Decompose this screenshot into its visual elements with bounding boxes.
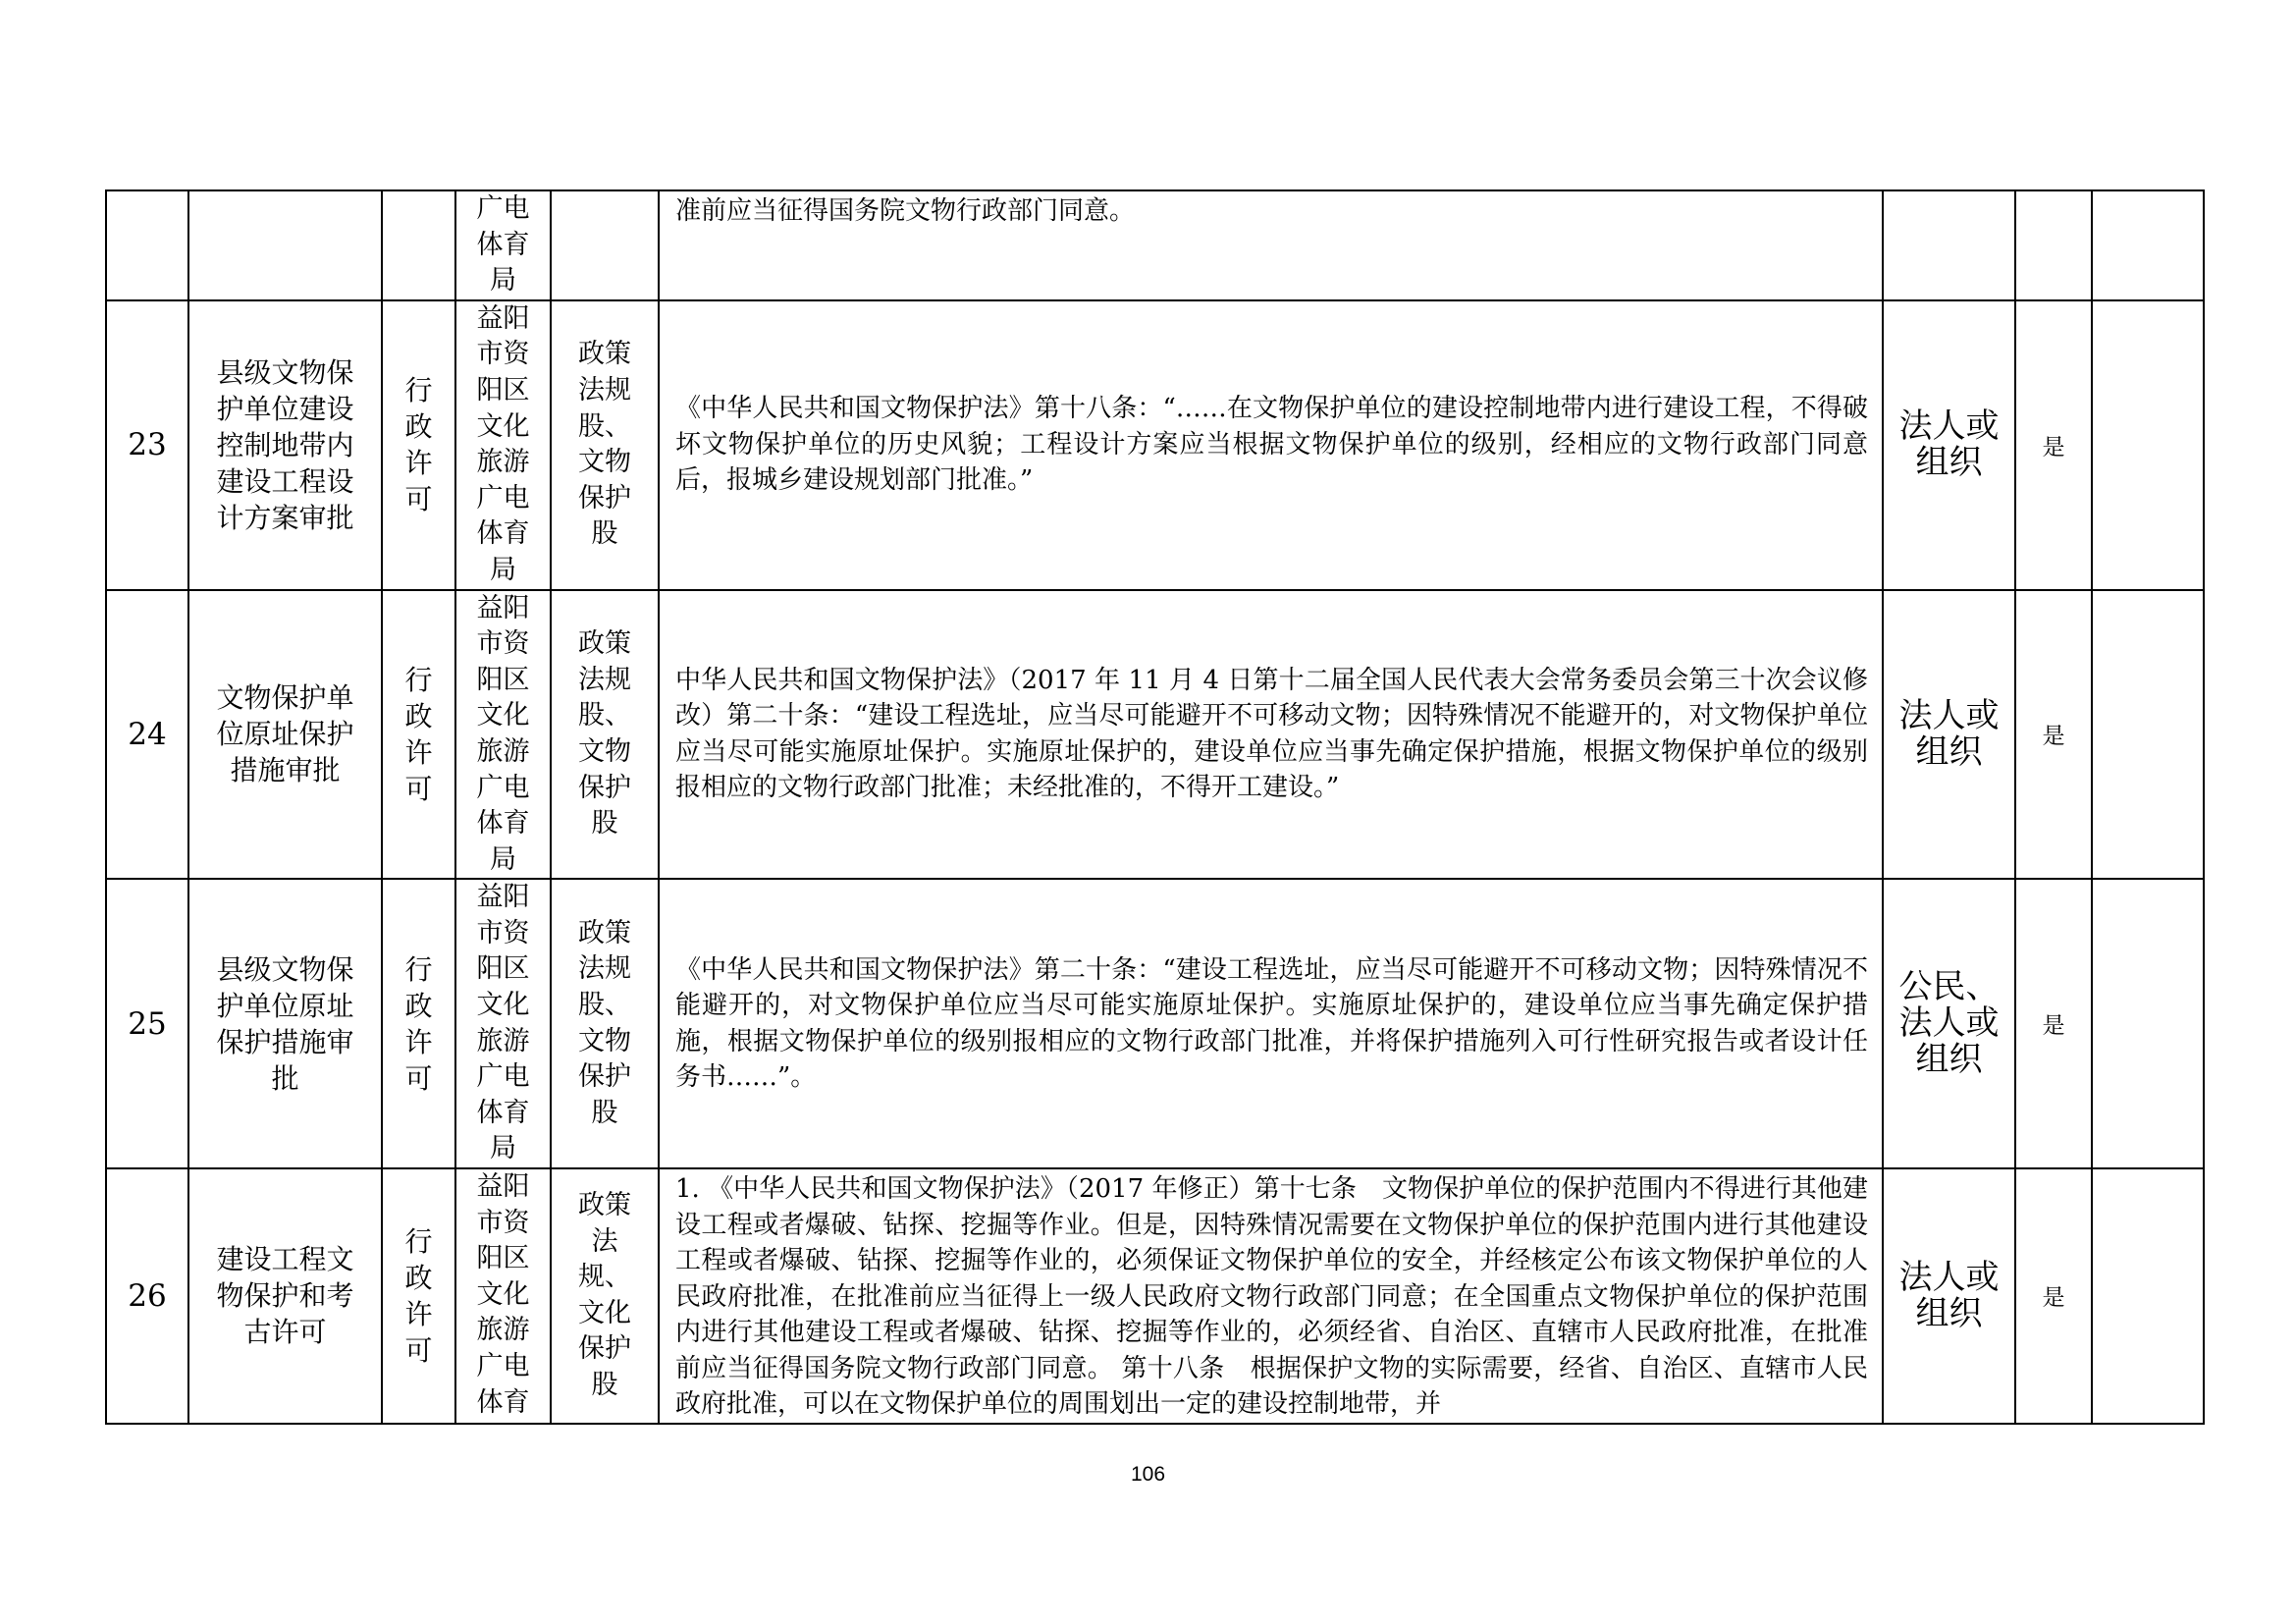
target-subject: 公民、法人或组织 (1883, 879, 2015, 1168)
flag-cell: 是 (2015, 300, 2092, 590)
responsible-department: 益阳市资阳区文化旅游广电体育局 (455, 590, 551, 880)
item-name: 县级文物保护单位原址保护措施审批 (188, 879, 382, 1168)
flag-cell: 是 (2015, 879, 2092, 1168)
flag-cell: 是 (2015, 1168, 2092, 1424)
target-subject: 法人或组织 (1883, 590, 2015, 880)
legal-basis: 1. 《中华人民共和国文物保护法》（2017 年修正）第十七条 文物保护单位的保护范围内不得进行其他建设工程或者爆破、钻探、挖掘等作业。但是，因特殊情况需要在文物保护单位的保护范围内进行其他建设工程或者爆破、钻探、挖掘等作业的，必须保证文物保护单位的安全，并经核定公布该文物保护单位的人民政府批准，在批准前应当征得上一级人民政府文物行政部门同意；在全国重点文物保护单位的保护范围内进行其他建设工程或者爆破、钻探、挖掘等作业的，必须经省、自治区、直辖市人民政府批准，在批准前应当征得国务院文物行政部门同意。 第十八条 根据保护文物的实际需要，经省、自治区、直辖市人民政府批准，可以在文物保护单位的周围划出一定的建设控制地带，并 (659, 1168, 1883, 1424)
item-name: 建设工程文物保护和考古许可 (188, 1168, 382, 1424)
row-index: 23 (106, 300, 188, 590)
row-index (106, 190, 188, 300)
flag-cell (2015, 190, 2092, 300)
item-category: 行政许可 (382, 300, 455, 590)
table-row (106, 300, 2204, 590)
empty-cell (2092, 300, 2204, 590)
target-subject: 法人或组织 (1883, 1168, 2015, 1424)
responsible-unit: 政策法规股、文物保护股 (551, 590, 659, 880)
empty-cell (2092, 590, 2204, 880)
legal-basis: 准前应当征得国务院文物行政部门同意。 (659, 190, 1883, 300)
item-name: 县级文物保护单位建设控制地带内建设工程设计方案审批 (188, 300, 382, 590)
row-index: 26 (106, 1168, 188, 1424)
empty-cell (2092, 1168, 2204, 1424)
item-name (188, 190, 382, 300)
target-subject (1883, 190, 2015, 300)
table-row (106, 590, 2204, 880)
target-subject: 法人或组织 (1883, 300, 2015, 590)
item-category: 行政许可 (382, 1168, 455, 1424)
item-name: 文物保护单位原址保护措施审批 (188, 590, 382, 880)
empty-cell (2092, 190, 2204, 300)
responsible-unit (551, 190, 659, 300)
responsible-unit: 政策法规股、文物保护股 (551, 300, 659, 590)
responsible-department: 广电体育局 (455, 190, 551, 300)
responsible-department: 益阳市资阳区文化旅游广电体育 (455, 1168, 551, 1424)
row-index: 25 (106, 879, 188, 1168)
responsible-unit: 政策法规股、文物保护股 (551, 879, 659, 1168)
table-row (106, 879, 2204, 1168)
legal-basis: 《中华人民共和国文物保护法》第十八条：“……在文物保护单位的建设控制地带内进行建设工程，不得破坏文物保护单位的历史风貌；工程设计方案应当根据文物保护单位的级别，经相应的文物行政部门同意后，报城乡建设规划部门批准。” (659, 300, 1883, 590)
empty-cell (2092, 879, 2204, 1168)
row-index: 24 (106, 590, 188, 880)
permit-table (105, 189, 2205, 1425)
item-category: 行政许可 (382, 590, 455, 880)
responsible-department: 益阳市资阳区文化旅游广电体育局 (455, 300, 551, 590)
item-category: 行政许可 (382, 879, 455, 1168)
responsible-unit: 政策法规、文化保护股 (551, 1168, 659, 1424)
responsible-department: 益阳市资阳区文化旅游广电体育局 (455, 879, 551, 1168)
table-row (106, 190, 2204, 300)
item-category (382, 190, 455, 300)
legal-basis: 中华人民共和国文物保护法》（2017 年 11 月 4 日第十二届全国人民代表大会常务委员会第三十次会议修改）第二十条：“建设工程选址，应当尽可能避开不可移动文物；因特殊情况不能避开的，对文物保护单位应当尽可能实施原址保护。实施原址保护的，建设单位应当事先确定保护措施，根据文物保护单位的级别报相应的文物行政部门批准；未经批准的，不得开工建设。” (659, 590, 1883, 880)
table-row (106, 1168, 2204, 1424)
legal-basis: 《中华人民共和国文物保护法》第二十条：“建设工程选址，应当尽可能避开不可移动文物；因特殊情况不能避开的，对文物保护单位应当尽可能实施原址保护。实施原址保护的，建设单位应当事先确定保护措施，根据文物保护单位的级别报相应的文物行政部门批准，并将保护措施列入可行性研究报告或者设计任务书……”。 (659, 879, 1883, 1168)
page-number: 106 (1130, 1463, 1166, 1486)
flag-cell: 是 (2015, 590, 2092, 880)
